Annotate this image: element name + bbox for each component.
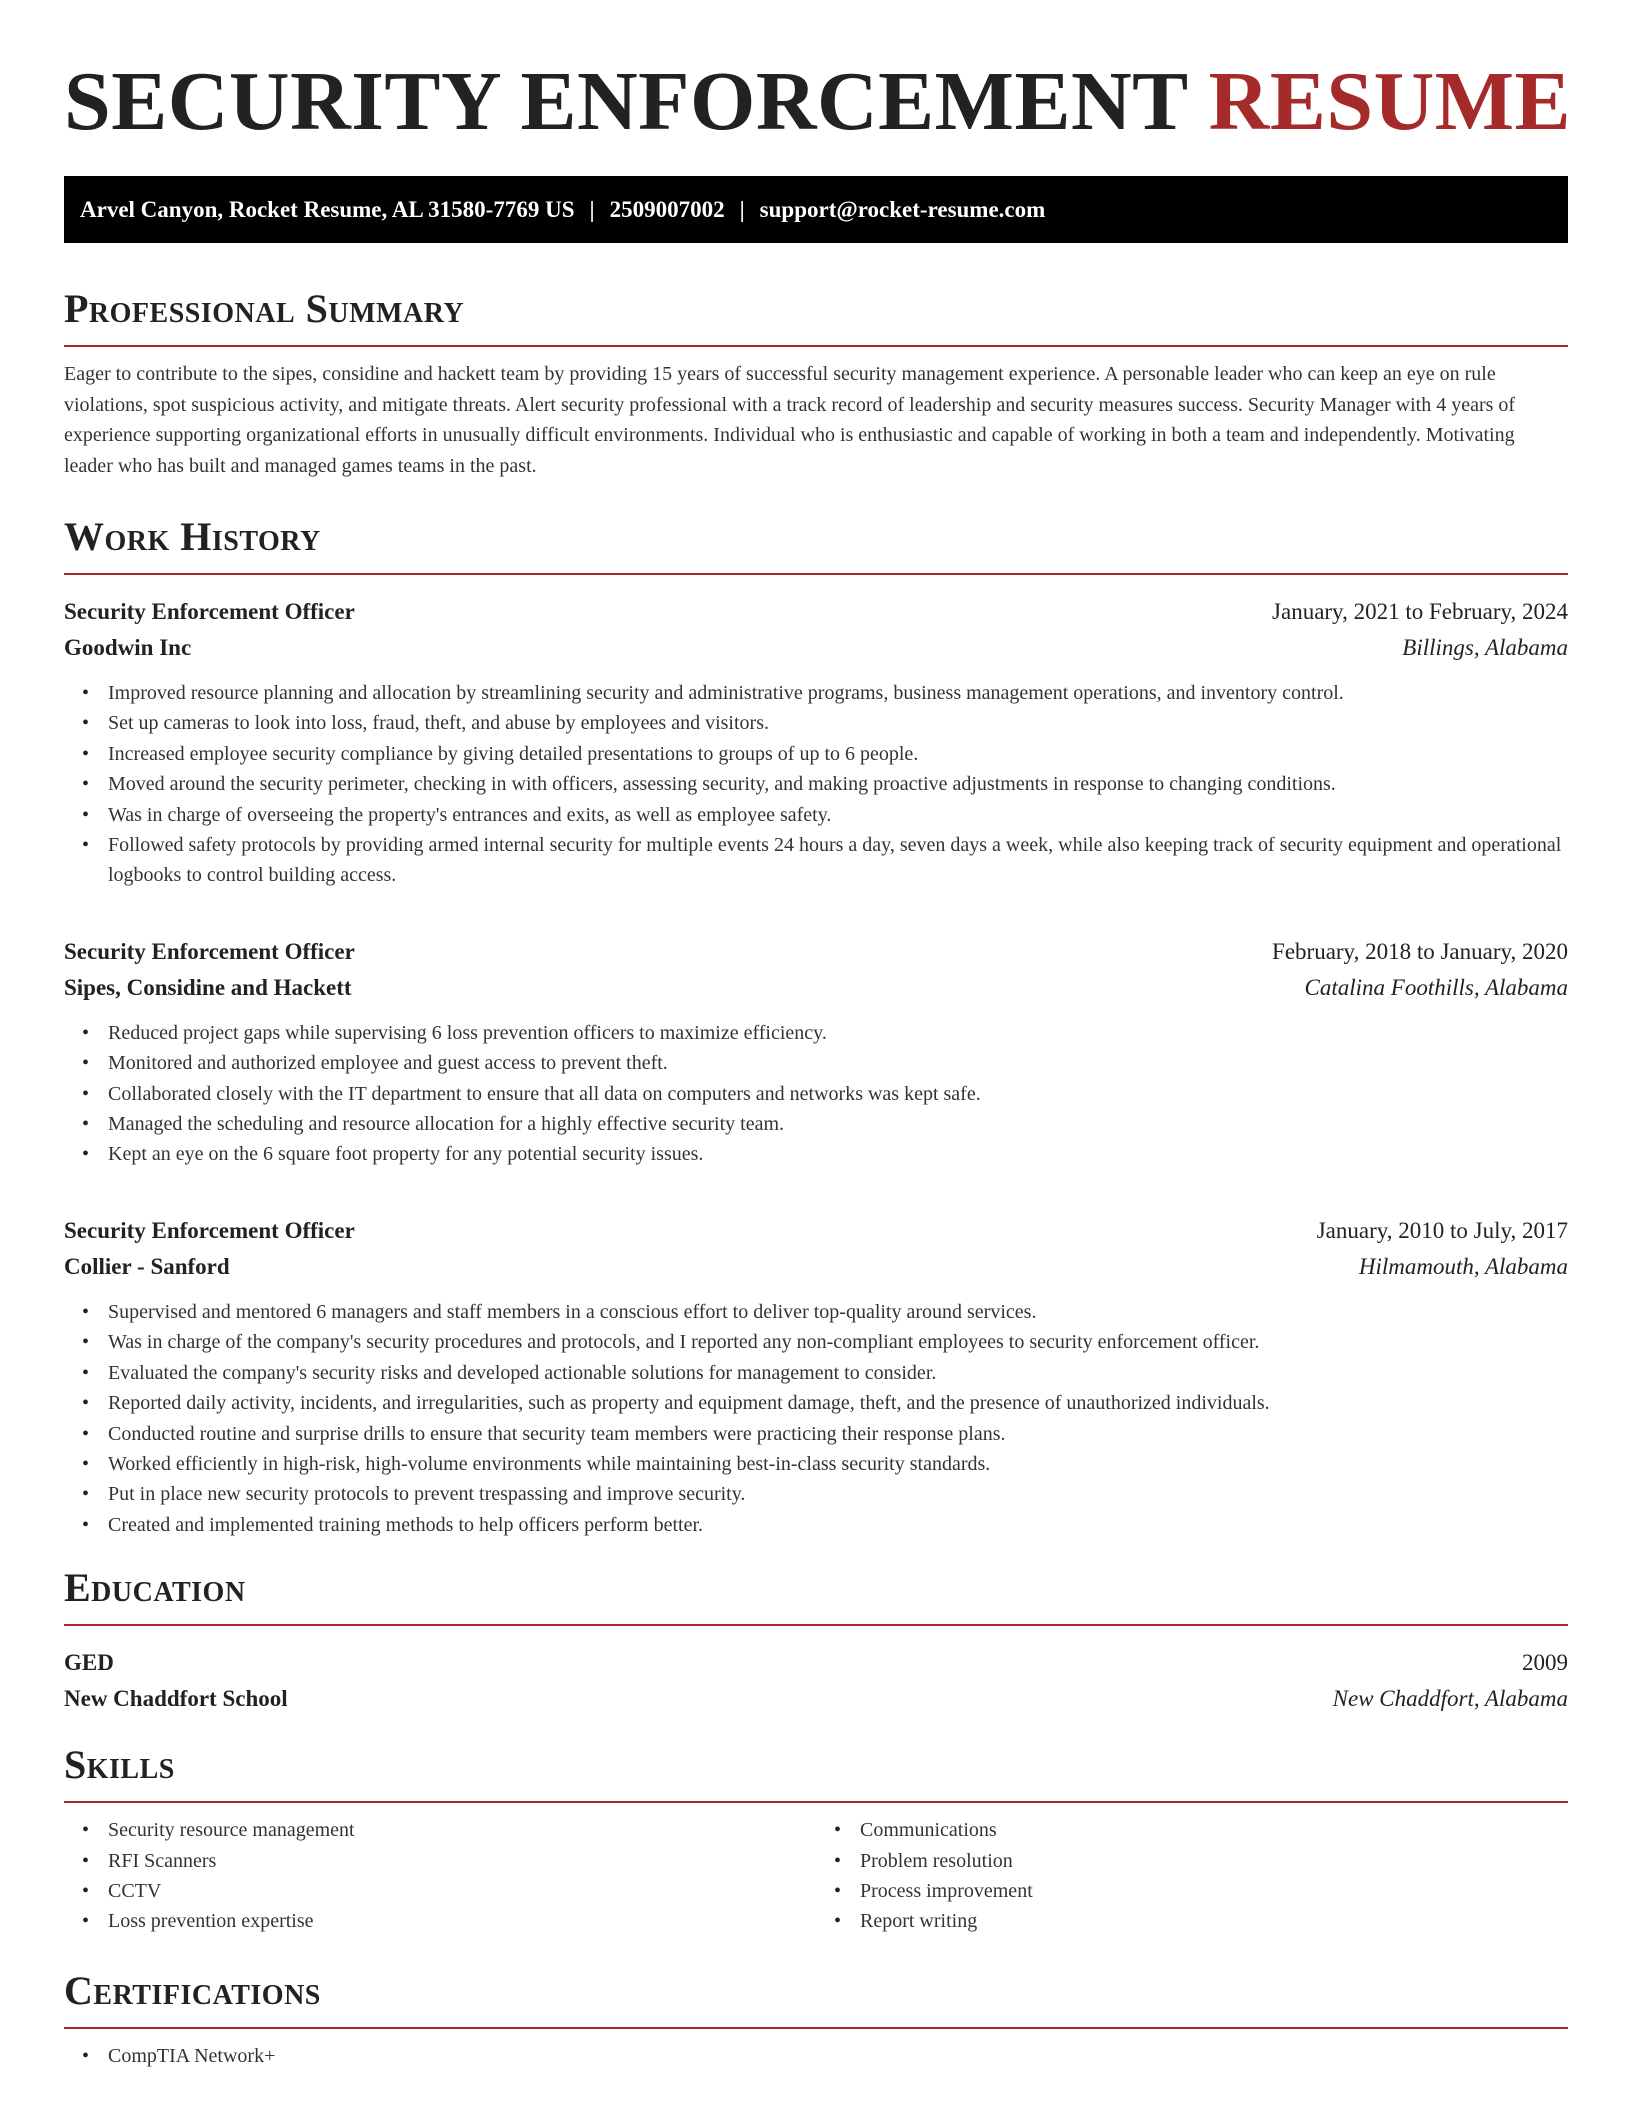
job-title: Security Enforcement Officer [64, 1217, 355, 1243]
job-bullet: • Worked efficiently in high-risk, high-volume environments while maintaining best-in-class security standards. [108, 1449, 1568, 1479]
section-divider [64, 1624, 1568, 1626]
job-bullet: • Was in charge of overseeing the property's entrances and exits, as well as employee safety. [108, 800, 1568, 830]
certification-item: • CompTIA Network+ [108, 2041, 1568, 2071]
job-company: Collier - Sanford [64, 1253, 230, 1279]
skills-column-left [64, 1815, 816, 1937]
job-dates: January, 2021 to February, 2024 [1272, 599, 1568, 624]
section-divider [64, 573, 1568, 575]
certifications-list [64, 2041, 1568, 2071]
skill-item: • Communications [860, 1815, 1568, 1845]
contact-email: support@rocket-resume.com [759, 196, 1046, 222]
job-bullet: • Was in charge of the company's security procedures and protocols, and I reported any non-compliant employees to security enforcement officer. [108, 1327, 1568, 1357]
contact-phone: 2509007002 [609, 196, 725, 222]
job-bullet: • Reduced project gaps while supervising 6 loss prevention officers to maximize efficiency. [108, 1018, 1568, 1048]
contact-address: Arvel Canyon, Rocket Resume, AL 31580-7769 US [80, 196, 575, 222]
job-company: Goodwin Inc [64, 635, 192, 660]
job-bullet: • Increased employee security compliance by giving detailed presentations to groups of up to 6 people. [108, 739, 1568, 769]
section-divider [64, 345, 1568, 347]
education-location: New Chaddfort, Alabama [1332, 1686, 1568, 1712]
job-company-row [64, 630, 1568, 666]
skills-heading: Skills [64, 1742, 175, 1788]
title-main: SECURITY ENFORCEMENT [64, 55, 1209, 148]
job-entry [64, 1213, 1568, 1540]
job-header-row [64, 1213, 1568, 1249]
job-entry [64, 934, 1568, 1170]
summary-text: Eager to contribute to the sipes, considine and hackett team by providing 15 years of successful security management experience. A personable leader who can keep an eye on rule violations, spot suspicious activity, and mitigate threats. Alert security professional with a track record of leadership and security measures success. Security Manager with 4 years of experience supporting organizational efforts in unusually difficult environments. Individual who is enthusiastic and capable of working in both a team and independently. Motivating leader who has built and managed games teams in the past. [64, 363, 1516, 477]
job-bullet: • Improved resource planning and allocation by streamlining security and administrative programs, business management operations, and inventory control. [108, 678, 1568, 708]
title-accent: RESUME [1208, 55, 1572, 148]
contact-bar [64, 176, 1568, 243]
job-dates: January, 2010 to July, 2017 [1316, 1217, 1568, 1243]
job-bullet: • Followed safety protocols by providing armed internal security for multiple events 24 hours a day, seven days a week, while also keeping track of security equipment and operational logbooks to control building access. [108, 830, 1568, 891]
work-history-heading: Work History [64, 514, 321, 559]
job-bullet: • Conducted routine and surprise drills to ensure that security team members were practicing their response plans. [108, 1419, 1568, 1449]
job-location: Billings, Alabama [1402, 635, 1568, 660]
summary-heading: Professional Summary [64, 286, 465, 331]
skill-item: • Loss prevention expertise [108, 1906, 816, 1936]
skill-item: • Process improvement [860, 1876, 1568, 1906]
job-bullet: • Created and implemented training methods to help officers perform better. [108, 1510, 1568, 1540]
job-bullet: • Managed the scheduling and resource allocation for a highly effective security team. [108, 1109, 1568, 1139]
job-bullet: • Evaluated the company's security risks and developed actionable solutions for management to consider. [108, 1358, 1568, 1388]
skill-item: • Report writing [860, 1906, 1568, 1936]
job-bullets [64, 1018, 1568, 1170]
job-bullet: • Monitored and authorized employee and guest access to prevent theft. [108, 1048, 1568, 1078]
education-school: New Chaddfort School [64, 1686, 288, 1712]
job-company-row [64, 970, 1568, 1006]
job-title: Security Enforcement Officer [64, 938, 355, 964]
education-degree: GED [64, 1650, 114, 1676]
job-location: Catalina Foothills, Alabama [1304, 974, 1568, 1000]
skill-item: • CCTV [108, 1876, 816, 1906]
contact-separator: | [739, 196, 745, 222]
skills-column-right [816, 1815, 1568, 1937]
resume-title [64, 52, 1572, 152]
education-heading: Education [64, 1565, 246, 1611]
job-bullets [64, 678, 1568, 891]
job-bullet: • Reported daily activity, incidents, and irregularities, such as property and equipment damage, theft, and the presence of unauthorized individuals. [108, 1388, 1568, 1418]
section-divider [64, 1801, 1568, 1803]
education-year: 2009 [1522, 1650, 1568, 1676]
section-divider [64, 2027, 1568, 2029]
job-header-row [64, 934, 1568, 970]
job-entry [64, 594, 1568, 891]
job-title: Security Enforcement Officer [64, 599, 355, 624]
job-location: Hilmamouth, Alabama [1358, 1253, 1568, 1279]
education-entry [64, 1645, 1568, 1717]
job-bullet: • Put in place new security protocols to prevent trespassing and improve security. [108, 1479, 1568, 1509]
skill-item: • Security resource management [108, 1815, 816, 1845]
contact-separator: | [589, 196, 595, 222]
certifications-heading: Certifications [64, 1967, 321, 2013]
job-company: Sipes, Considine and Hackett [64, 974, 352, 1000]
job-company-row [64, 1249, 1568, 1285]
job-dates: February, 2018 to January, 2020 [1272, 938, 1568, 964]
job-bullet: • Set up cameras to look into loss, fraud, theft, and abuse by employees and visitors. [108, 708, 1568, 738]
job-bullets [64, 1297, 1568, 1540]
job-bullet: • Supervised and mentored 6 managers and staff members in a conscious effort to deliver top-quality around services. [108, 1297, 1568, 1327]
education-school-row [64, 1681, 1568, 1717]
skill-item: • RFI Scanners [108, 1846, 816, 1876]
skills-grid [64, 1815, 1568, 1937]
job-bullet: • Collaborated closely with the IT department to ensure that all data on computers and networks was kept safe. [108, 1079, 1568, 1109]
education-degree-row [64, 1645, 1568, 1681]
job-bullet: • Kept an eye on the 6 square foot property for any potential security issues. [108, 1139, 1568, 1169]
skill-item: • Problem resolution [860, 1846, 1568, 1876]
job-header-row [64, 594, 1568, 630]
job-bullet: • Moved around the security perimeter, checking in with officers, assessing security, and making proactive adjustments in response to changing conditions. [108, 769, 1568, 799]
